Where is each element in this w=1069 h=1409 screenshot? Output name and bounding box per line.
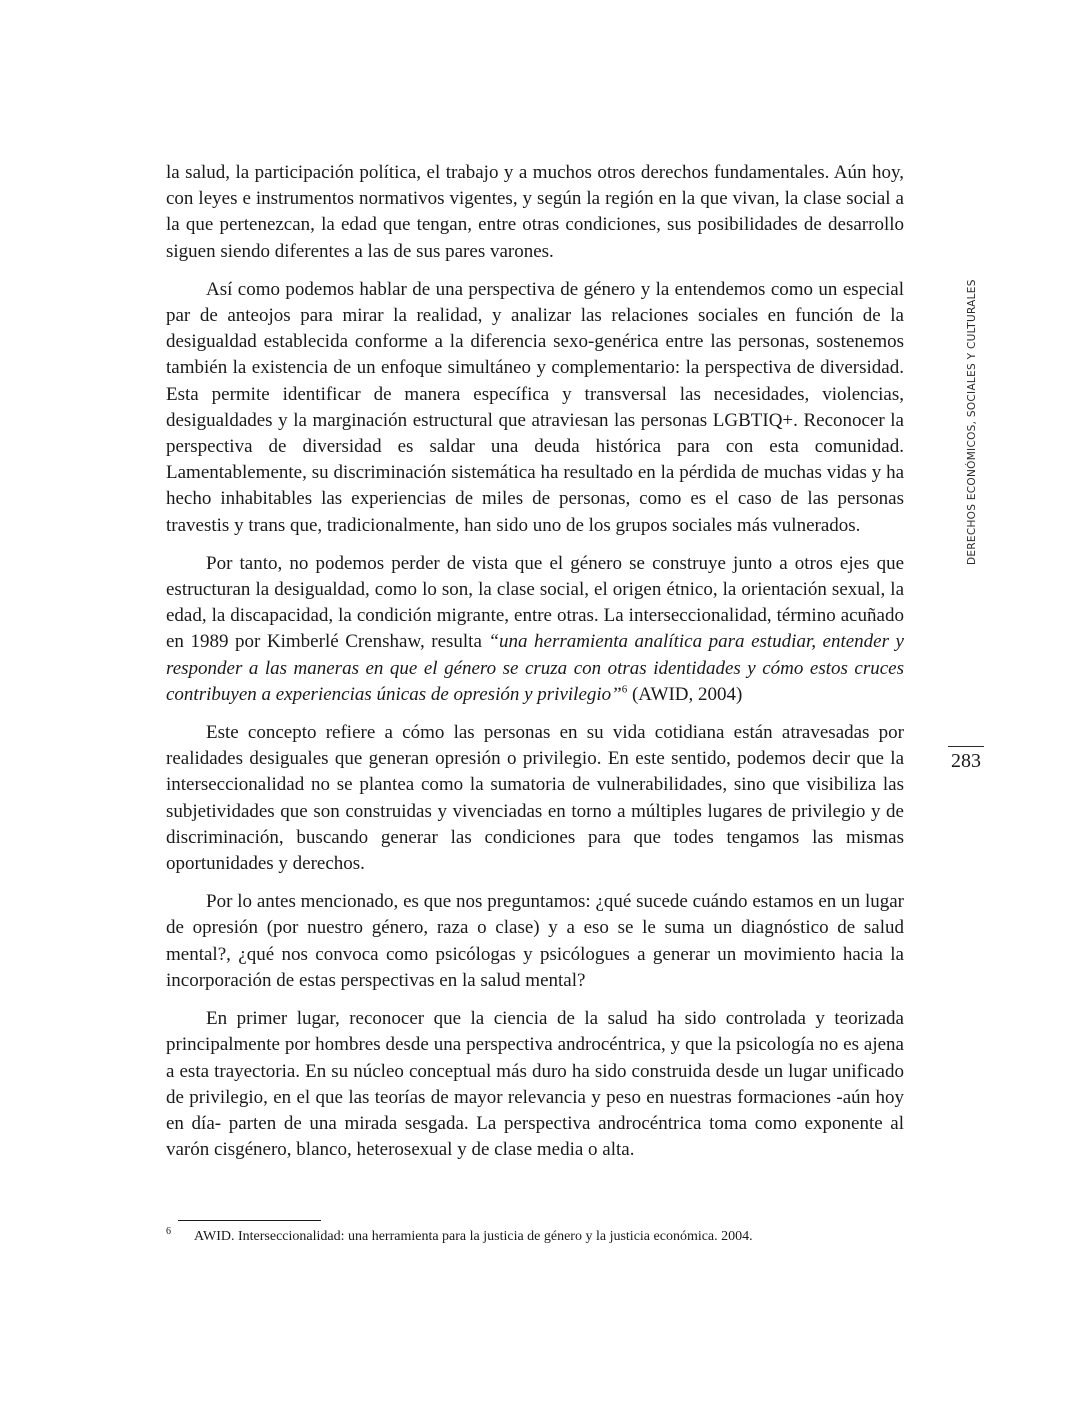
footnote-text: AWID. Interseccionalidad: una herramienta para la justicia de género y la justicia económica. 2004. (194, 1229, 753, 1244)
page-number-rule (948, 746, 984, 747)
footnote-divider (178, 1220, 321, 1221)
footnote-reference[interactable]: 6 (621, 683, 628, 696)
paragraph-5: Por lo antes mencionado, es que nos preguntamos: ¿qué sucede cuándo estamos en un lugar de opresión (por nuestro género, raza o clase) y a eso se le suma un diagnóstico de salud mental?, ¿qué nos convoca como psicólogas y psicólogues a generar un movimiento hacia la incorporación de estas perspectivas en la salud mental? (166, 891, 904, 991)
crenshaw-quote: “una herramienta analítica para estudiar, entender y responder a las maneras en que el género se cruza con otras identidades y cómo estos cruces contribuyen a experiencias únicas de opresión y privilegio” (166, 631, 904, 705)
footnote: 6 AWID. Interseccionalidad: una herramienta para la justicia de género y la justicia económica. 2004. (166, 1226, 753, 1244)
main-text (166, 160, 904, 1175)
paragraph-3-lead: Por tanto, no podemos perder de vista que el género se construye junto a otros ejes que estructuran la desigualdad, como lo son, la clase social, el origen étnico, la orientación sexual, la edad, la discapacidad, la condición migrante, entre otras. La interseccionalidad, término acuñado en 1989 por Kimberlé Crenshaw, resulta (166, 552, 904, 653)
paragraph-4: Este concepto refiere a cómo las personas en su vida cotidiana están atravesadas por realidades desiguales que generan opresión o privilegio. En este sentido, podemos decir que la interseccionalidad no se plantea como la sumatoria de vulnerabilidades, sino que visibiliza las subjetividades que son construidas y vivenciadas en torno a múltiples lugares de privilegio y de discriminación, buscando generar las condiciones para que todes tengamos las mismas oportunidades y derechos. (166, 722, 904, 875)
paragraph-6: En primer lugar, reconocer que la ciencia de la salud ha sido controlada y teorizada principalmente por hombres desde una perspectiva androcéntrica, y que la psicología no es ajena a esta trayectoria. En su núcleo conceptual más duro ha sido construida desde un lugar unificado de privilegio, en el que las teorías de mayor relevancia y peso en nuestras formaciones -aún hoy en día- parten de una mirada sesgada. La perspectiva androcéntrica toma como exponente al varón cisgénero, blanco, heterosexual y de clase media o alta. (166, 1008, 904, 1161)
paragraph-3-citation: (AWID, 2004) (627, 683, 743, 705)
page-number: 283 (951, 750, 981, 772)
running-head: DERECHOS ECONÓMICOS, SOCIALES Y CULTURALES (966, 279, 978, 565)
paragraph-2: Así como podemos hablar de una perspectiva de género y la entendemos como un especial par de anteojos para mirar la realidad, y analizar las relaciones sociales en función de la desigualdad establecida conforme a la diferencia sexo-genérica entre las personas, sostenemos también la existencia de un enfoque simultáneo y complementario: la perspectiva de diversidad. Esta permite identificar de manera específica y transversal las necesidades, violencias, desigualdades y la marginación estructural que atraviesan las personas LGBTIQ+. Reconocer la perspectiva de diversidad es saldar una deuda histórica para con esta comunidad. Lamentablemente, su discriminación sistemática ha resultado en la pérdida de muchas vidas y ha hecho inhabitables las experiencias de miles de personas, como es el caso de las personas travestis y trans que, tradicionalmente, han sido uno de los grupos sociales más vulnerados. (166, 278, 904, 536)
paragraph-1: la salud, la participación política, el trabajo y a muchos otros derechos fundamentales. Aún hoy, con leyes e instrumentos normativos vigentes, y según la región en la que vivan, la clase social a la que pertenezcan, la edad que tengan, entre otras condiciones, sus posibilidades de desarrollo siguen siendo diferentes a las de sus pares varones. (166, 162, 904, 262)
paragraph-3 (166, 551, 904, 708)
